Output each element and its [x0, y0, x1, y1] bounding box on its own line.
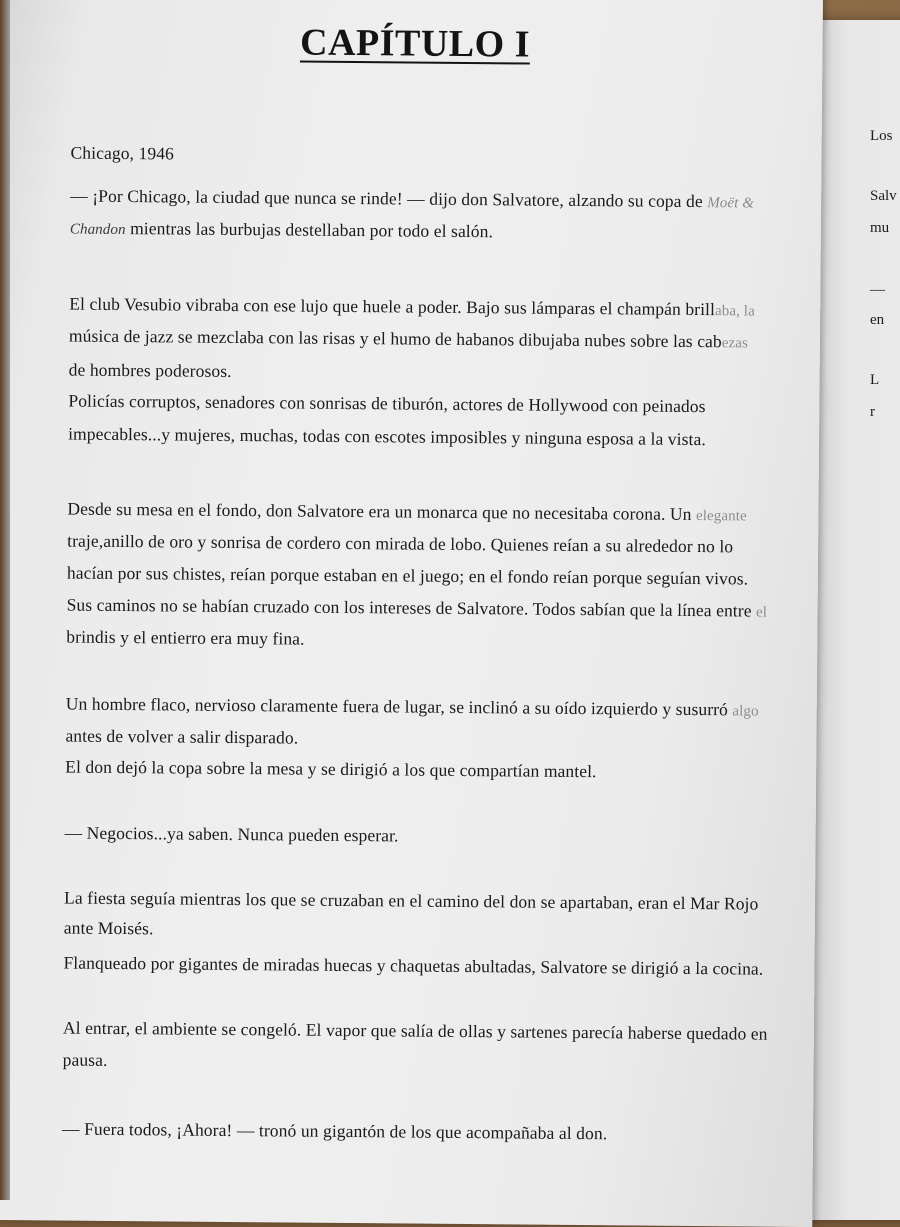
- brand-name: Moët &: [707, 195, 755, 212]
- text-segment: algo: [732, 703, 759, 720]
- text-line: pausa.: [62, 1049, 108, 1070]
- text-segment: aba, la: [714, 303, 755, 320]
- text-segment: El club Vesubio vibraba con ese lujo que huele a poder. Bajo sus lámparas el champán brill: [69, 293, 716, 320]
- text-line: antes de volver a salir disparado.: [65, 725, 299, 748]
- chapter-title: CAPÍTULO I: [299, 21, 531, 66]
- text-line: La fiesta seguía mientras los que se cruzaban en el camino del don se apartaban, eran el Mar Rojo: [63, 887, 759, 914]
- text-segment: — ¡Por Chicago, la ciudad que nunca se rinde! — dijo don Salvatore, alzando su copa de: [70, 185, 708, 212]
- dialogue-line: — Negocios...ya saben. Nunca pueden esperar.: [64, 822, 399, 846]
- text-line: [70, 186, 754, 213]
- text-line: de hombres poderosos.: [68, 359, 232, 381]
- dialogue-line: — Fuera todos, ¡Ahora! — tronó un gigantón de los que acompañaba al don.: [61, 1118, 608, 1144]
- next-page-fragment: r: [870, 404, 875, 420]
- text-segment: ezas: [721, 335, 749, 352]
- text-segment: el: [756, 604, 768, 621]
- text-line: El don dejó la copa sobre la mesa y se dirigió a los que compartían mantel.: [65, 756, 597, 782]
- text-line: [67, 499, 747, 526]
- text-segment: música de jazz se mezclaba con las risas y el humo de habanos dibujaba nubes sobre las cab: [68, 325, 722, 352]
- next-page-fragment: mu: [870, 220, 890, 236]
- text-line: brindis y el entierro era muy fina.: [66, 626, 305, 649]
- next-page-fragment: Los: [870, 128, 893, 144]
- text-segment: Un hombre flaco, nervioso claramente fuera de lugar, se inclinó a su oído izquierdo y susurró: [65, 693, 733, 720]
- text-segment: elegante: [695, 508, 747, 525]
- text-line: ante Moisés.: [63, 917, 154, 939]
- text-segment: Desde su mesa en el fondo, don Salvatore era un monarca que no necesitaba corona. Un: [67, 498, 697, 525]
- text-line: [67, 595, 768, 622]
- text-line: impecables...y mujeres, muchas, todas con escotes imposibles y ninguna esposa a la vista.: [68, 423, 706, 450]
- next-page-fragment: en: [870, 312, 885, 328]
- brand-name: Chandon: [69, 221, 126, 239]
- text-line: Policías corruptos, senadores con sonrisas de tiburón, actores de Hollywood con peinados: [68, 390, 706, 417]
- text-line: traje,anillo de oro y sonrisa de cordero con mirada de lobo. Quienes reían a su alrededor no lo: [67, 530, 734, 557]
- page-edge-shadow: [0, 0, 10, 1200]
- text-line: hacían por sus chistes, reían porque estaban en el juego; en el fondo reían porque seguían vivos.: [66, 562, 749, 589]
- text-line: [66, 694, 759, 721]
- text-line: Flanqueado por gigantes de miradas huecas y chaquetas abultadas, Salvatore se dirigió a la cocina.: [63, 952, 764, 979]
- text-segment: Sus caminos no se habían cruzado con los intereses de Salvatore. Todos sabían que la línea entre: [66, 594, 757, 621]
- place-date: Chicago, 1946: [70, 142, 175, 164]
- text-line: [69, 326, 748, 353]
- next-page-fragment: L: [870, 372, 880, 388]
- text-line: [69, 294, 755, 321]
- next-page-fragment: —: [870, 282, 885, 298]
- next-page: [812, 20, 900, 1220]
- next-page-fragment: Salv: [870, 188, 897, 204]
- text-line: Al entrar, el ambiente se congeló. El vapor que salía de ollas y sartenes parecía haberse quedado en: [62, 1017, 768, 1044]
- text-segment: mientras las burbujas destellaban por todo el salón.: [125, 218, 494, 242]
- text-line: [70, 218, 493, 243]
